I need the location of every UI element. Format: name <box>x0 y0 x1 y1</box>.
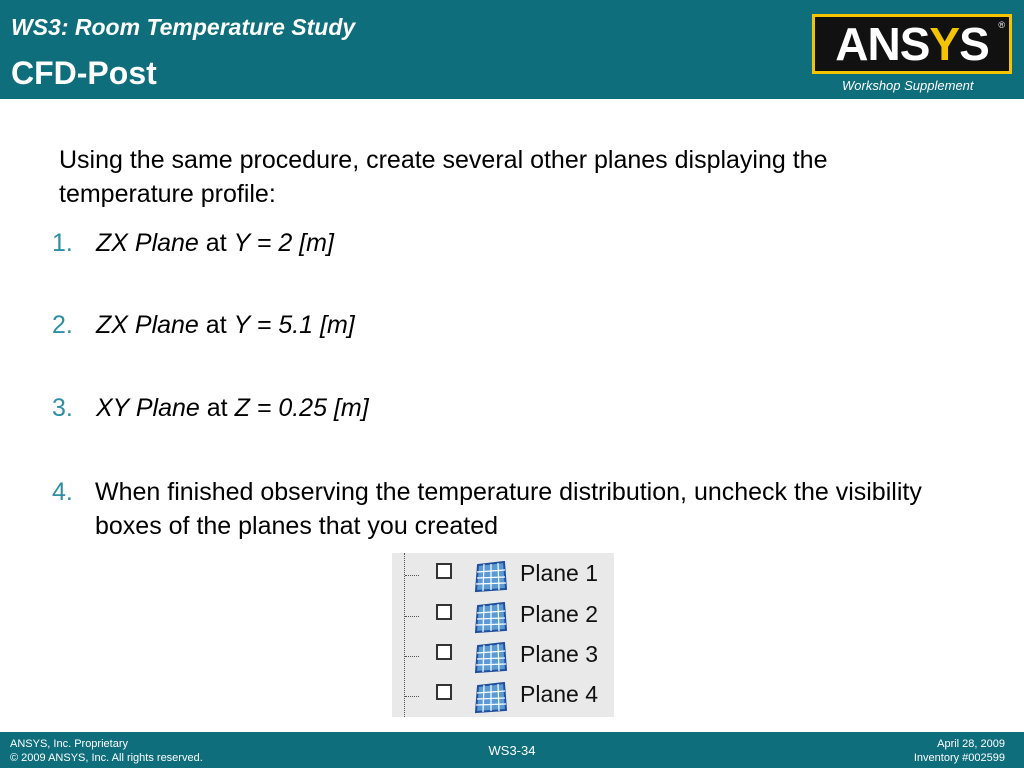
workshop-label: Workshop Supplement <box>842 78 974 93</box>
step-at: at <box>205 229 227 257</box>
slide-title: CFD-Post <box>11 55 157 91</box>
logo-text: ANSYS <box>835 18 989 70</box>
footer-date: April 28, 2009 <box>937 738 1005 750</box>
intro-text: Using the same procedure, create several other planes displaying the temperature profile: <box>59 146 828 208</box>
tree-branch <box>405 616 419 617</box>
step-1 <box>52 226 334 260</box>
visibility-checkbox[interactable] <box>436 563 452 579</box>
header-bar <box>0 0 1024 99</box>
tree-item-label: Plane 2 <box>520 601 599 627</box>
visibility-checkbox[interactable] <box>436 604 452 620</box>
registered-mark: ® <box>998 20 1005 30</box>
footer-right <box>914 737 1005 765</box>
plane-name: XY Plane <box>96 394 200 422</box>
step-at: at <box>206 394 228 422</box>
step-3 <box>52 391 369 425</box>
tree-item-plane-4[interactable] <box>392 676 614 716</box>
plane-icon <box>474 561 508 593</box>
plane-icon <box>474 602 508 634</box>
plane-coord: Y = 5.1 [m] <box>233 311 355 339</box>
ansys-logo <box>812 14 1012 74</box>
plane-name: ZX Plane <box>96 229 199 257</box>
step-number: 1. <box>52 229 73 257</box>
tree-item-plane-2[interactable] <box>392 596 614 636</box>
step-number: 3. <box>52 394 73 422</box>
tree-branch <box>405 696 419 697</box>
visibility-checkbox[interactable] <box>436 684 452 700</box>
footer-inventory: Inventory #002599 <box>913 752 1005 764</box>
tree-branch <box>405 575 419 576</box>
step-at: at <box>205 311 227 339</box>
step-2 <box>52 308 355 342</box>
step-4 <box>52 475 952 543</box>
footer-copyright: © 2009 ANSYS, Inc. All rights reserved. <box>10 752 203 764</box>
tree-item-plane-1[interactable] <box>392 555 614 595</box>
outline-tree <box>392 553 614 717</box>
tree-item-label: Plane 4 <box>520 681 599 707</box>
plane-name: ZX Plane <box>96 311 199 339</box>
slide-number: WS3-34 <box>488 743 536 758</box>
plane-coord: Z = 0.25 [m] <box>234 394 369 422</box>
plane-icon <box>474 682 508 714</box>
plane-coord: Y = 2 [m] <box>233 229 334 257</box>
plane-icon <box>474 642 508 674</box>
step-number: 4. <box>52 478 73 506</box>
footer-proprietary: ANSYS, Inc. Proprietary <box>10 738 128 750</box>
tree-item-label: Plane 3 <box>520 641 599 667</box>
step-number: 2. <box>52 311 73 339</box>
slide-subtitle: WS3: Room Temperature Study <box>11 14 356 40</box>
tree-item-plane-3[interactable] <box>392 636 614 676</box>
footer-bar <box>0 732 1024 768</box>
tree-item-label: Plane 1 <box>520 560 599 586</box>
tree-branch <box>405 656 419 657</box>
visibility-checkbox[interactable] <box>436 644 452 660</box>
step-text: When finished observing the temperature distribution, uncheck the visibility boxes of the planes that you created <box>95 478 922 540</box>
